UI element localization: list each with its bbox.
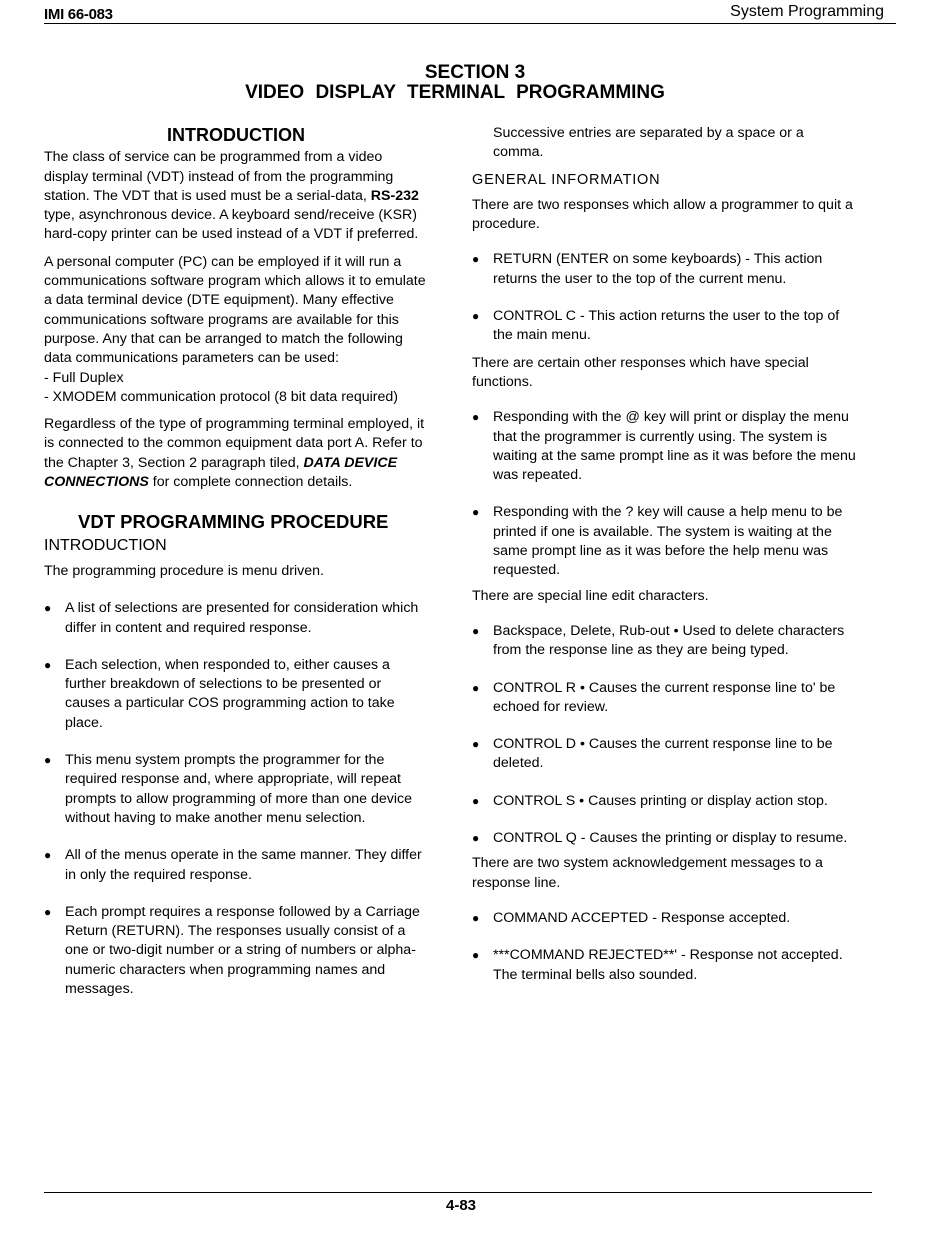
- intro-p1-text-a: The class of service can be programmed from a video display terminal (VDT) instead of from the programming station. The VDT that is used must be a serial-data,: [44, 149, 394, 204]
- list-item: [44, 846, 428, 885]
- rs232-term: RS-232: [370, 187, 419, 204]
- list-item: [472, 622, 858, 661]
- continuation-paragraph: Successive entries are separated by a space or a comma.: [493, 125, 804, 161]
- list-item: [472, 735, 858, 774]
- list-item: [472, 679, 858, 718]
- list-item-text: CONTROL S • Causes printing or display action stop.: [493, 792, 828, 809]
- introduction-heading: INTRODUCTION: [167, 125, 305, 145]
- procedure-intro: The programming procedure is menu driven.: [44, 562, 324, 579]
- list-item-text: Each prompt requires a response followed by a Carriage Return (RETURN). The responses usually consist of a one or two-digit number or a string of numbers or alpha-numeric characters when programming names and messages.: [65, 903, 420, 997]
- list-item: [472, 307, 858, 346]
- intro-p3-text-a: Regardless of the type of programming terminal employed, it is connected to the common equipment data port A. Refer to the Chapter 3, Section 2 paragraph tiled,: [44, 416, 425, 471]
- vdt-procedure-heading: VDT PROGRAMMING PROCEDURE: [78, 511, 389, 533]
- bullet-icon: ●: [472, 831, 480, 846]
- bullet-icon: ●: [472, 309, 480, 324]
- header-rule: [44, 23, 896, 24]
- quit-intro: There are two responses which allow a programmer to quit a procedure.: [472, 196, 853, 233]
- cross-reference: DATA DEVICE CONNECTIONS: [44, 454, 398, 491]
- bullet-icon: ●: [472, 505, 480, 520]
- running-header: System Programming: [730, 3, 884, 20]
- list-item: [44, 599, 428, 638]
- list-item-text: This menu system prompts the programmer for the required response and, where appropriate, will repeat prompts to allow programming of more than one device without having to make another menu selection.: [65, 752, 412, 826]
- ack-intro: There are two system acknowledgement messages to a response line.: [472, 855, 823, 891]
- list-item: [472, 909, 858, 928]
- list-item: [472, 250, 858, 289]
- bullet-icon: ●: [44, 753, 52, 768]
- list-item-text: CONTROL Q - Causes the printing or display to resume.: [493, 830, 848, 847]
- list-item-text: Backspace, Delete, Rub-out • Used to delete characters from the response line as they are being typed.: [493, 622, 845, 659]
- section-title: VIDEO DISPLAY TERMINAL PROGRAMMING: [245, 82, 665, 103]
- list-item: [472, 792, 858, 811]
- bullet-icon: ●: [44, 904, 52, 919]
- list-item: [44, 656, 428, 733]
- list-item-text: ***COMMAND REJECTED**' - Response not accepted. The terminal bells also sounded.: [493, 947, 843, 983]
- bullet-icon: ●: [44, 848, 52, 863]
- special-intro: There are certain other responses which have special functions.: [472, 354, 809, 390]
- list-item-text: Responding with the @ key will print or display the menu that the programmer is currently using. The system is waiting at the same prompt line as it was before the menu was repeated.: [493, 409, 856, 484]
- list-item: [472, 503, 858, 580]
- bullet-icon: ●: [472, 680, 480, 695]
- intro-p3-text-b: for complete connection details.: [152, 474, 353, 491]
- list-item-text: Responding with the ? key will cause a help menu to be printed if one is available. The system is waiting at the same prompt line as it was before the help menu was requested.: [493, 504, 843, 579]
- bullet-icon: ●: [472, 910, 480, 925]
- list-item-text: COMMAND ACCEPTED - Response accepted.: [493, 909, 791, 926]
- list-item: [44, 751, 428, 828]
- list-item: [44, 903, 428, 999]
- procedure-subheading: INTRODUCTION: [44, 536, 167, 554]
- bullet-icon: ●: [44, 601, 52, 616]
- list-item-text: RETURN (ENTER on some keyboards) - This action returns the user to the top of the current menu.: [493, 251, 823, 287]
- bullet-icon: ●: [472, 793, 480, 808]
- bullet-icon: ●: [472, 623, 480, 638]
- bullet-icon: ●: [472, 737, 480, 752]
- list-item: [472, 946, 858, 985]
- bullet-icon: ●: [472, 252, 480, 267]
- list-item-text: A list of selections are presented for consideration which differ in content and required response.: [65, 600, 419, 636]
- left-column: [44, 126, 428, 1017]
- list-item-text: CONTROL R • Causes the current response line to' be echoed for review.: [493, 679, 836, 715]
- param-item: - Full Duplex: [44, 369, 124, 386]
- bullet-icon: ●: [472, 948, 480, 963]
- right-column: [472, 124, 858, 1003]
- footer-rule: [44, 1192, 872, 1193]
- bullet-icon: ●: [44, 657, 52, 672]
- list-item: [472, 408, 858, 485]
- list-item-text: CONTROL D • Causes the current response line to be deleted.: [493, 736, 833, 772]
- intro-paragraph-2: A personal computer (PC) can be employed if it will run a communications software program which allows it to emulate a data terminal device (DTE equipment). Many effective communications software programs are available for this purpose. Any that can be arranged to match the following data communications parameters can be used:: [44, 253, 426, 367]
- general-information-heading: GENERAL INFORMATION: [472, 171, 661, 188]
- intro-p1-text-b: type, asynchronous device. A keyboard send/receive (KSR) hard-copy printer can be used instead of a VDT if preferred.: [44, 207, 419, 243]
- section-number: SECTION 3: [424, 62, 526, 83]
- bullet-icon: ●: [472, 410, 480, 425]
- edit-intro: There are special line edit characters.: [472, 587, 709, 604]
- list-item: [472, 829, 858, 848]
- list-item-text: All of the menus operate in the same manner. They differ in only the required response.: [65, 847, 422, 883]
- list-item-text: Each selection, when responded to, either causes a further breakdown of selections to be presented or causes a particular COS programming action to take place.: [65, 656, 395, 731]
- intro-paragraph-1: [44, 148, 428, 244]
- list-item-text: CONTROL C - This action returns the user to the top of the main menu.: [493, 308, 840, 344]
- param-item: - XMODEM communication protocol (8 bit data required): [44, 388, 399, 405]
- intro-paragraph-3: [44, 415, 428, 492]
- page-number: 4-83: [445, 1197, 477, 1214]
- document-id: IMI 66-083: [44, 6, 113, 23]
